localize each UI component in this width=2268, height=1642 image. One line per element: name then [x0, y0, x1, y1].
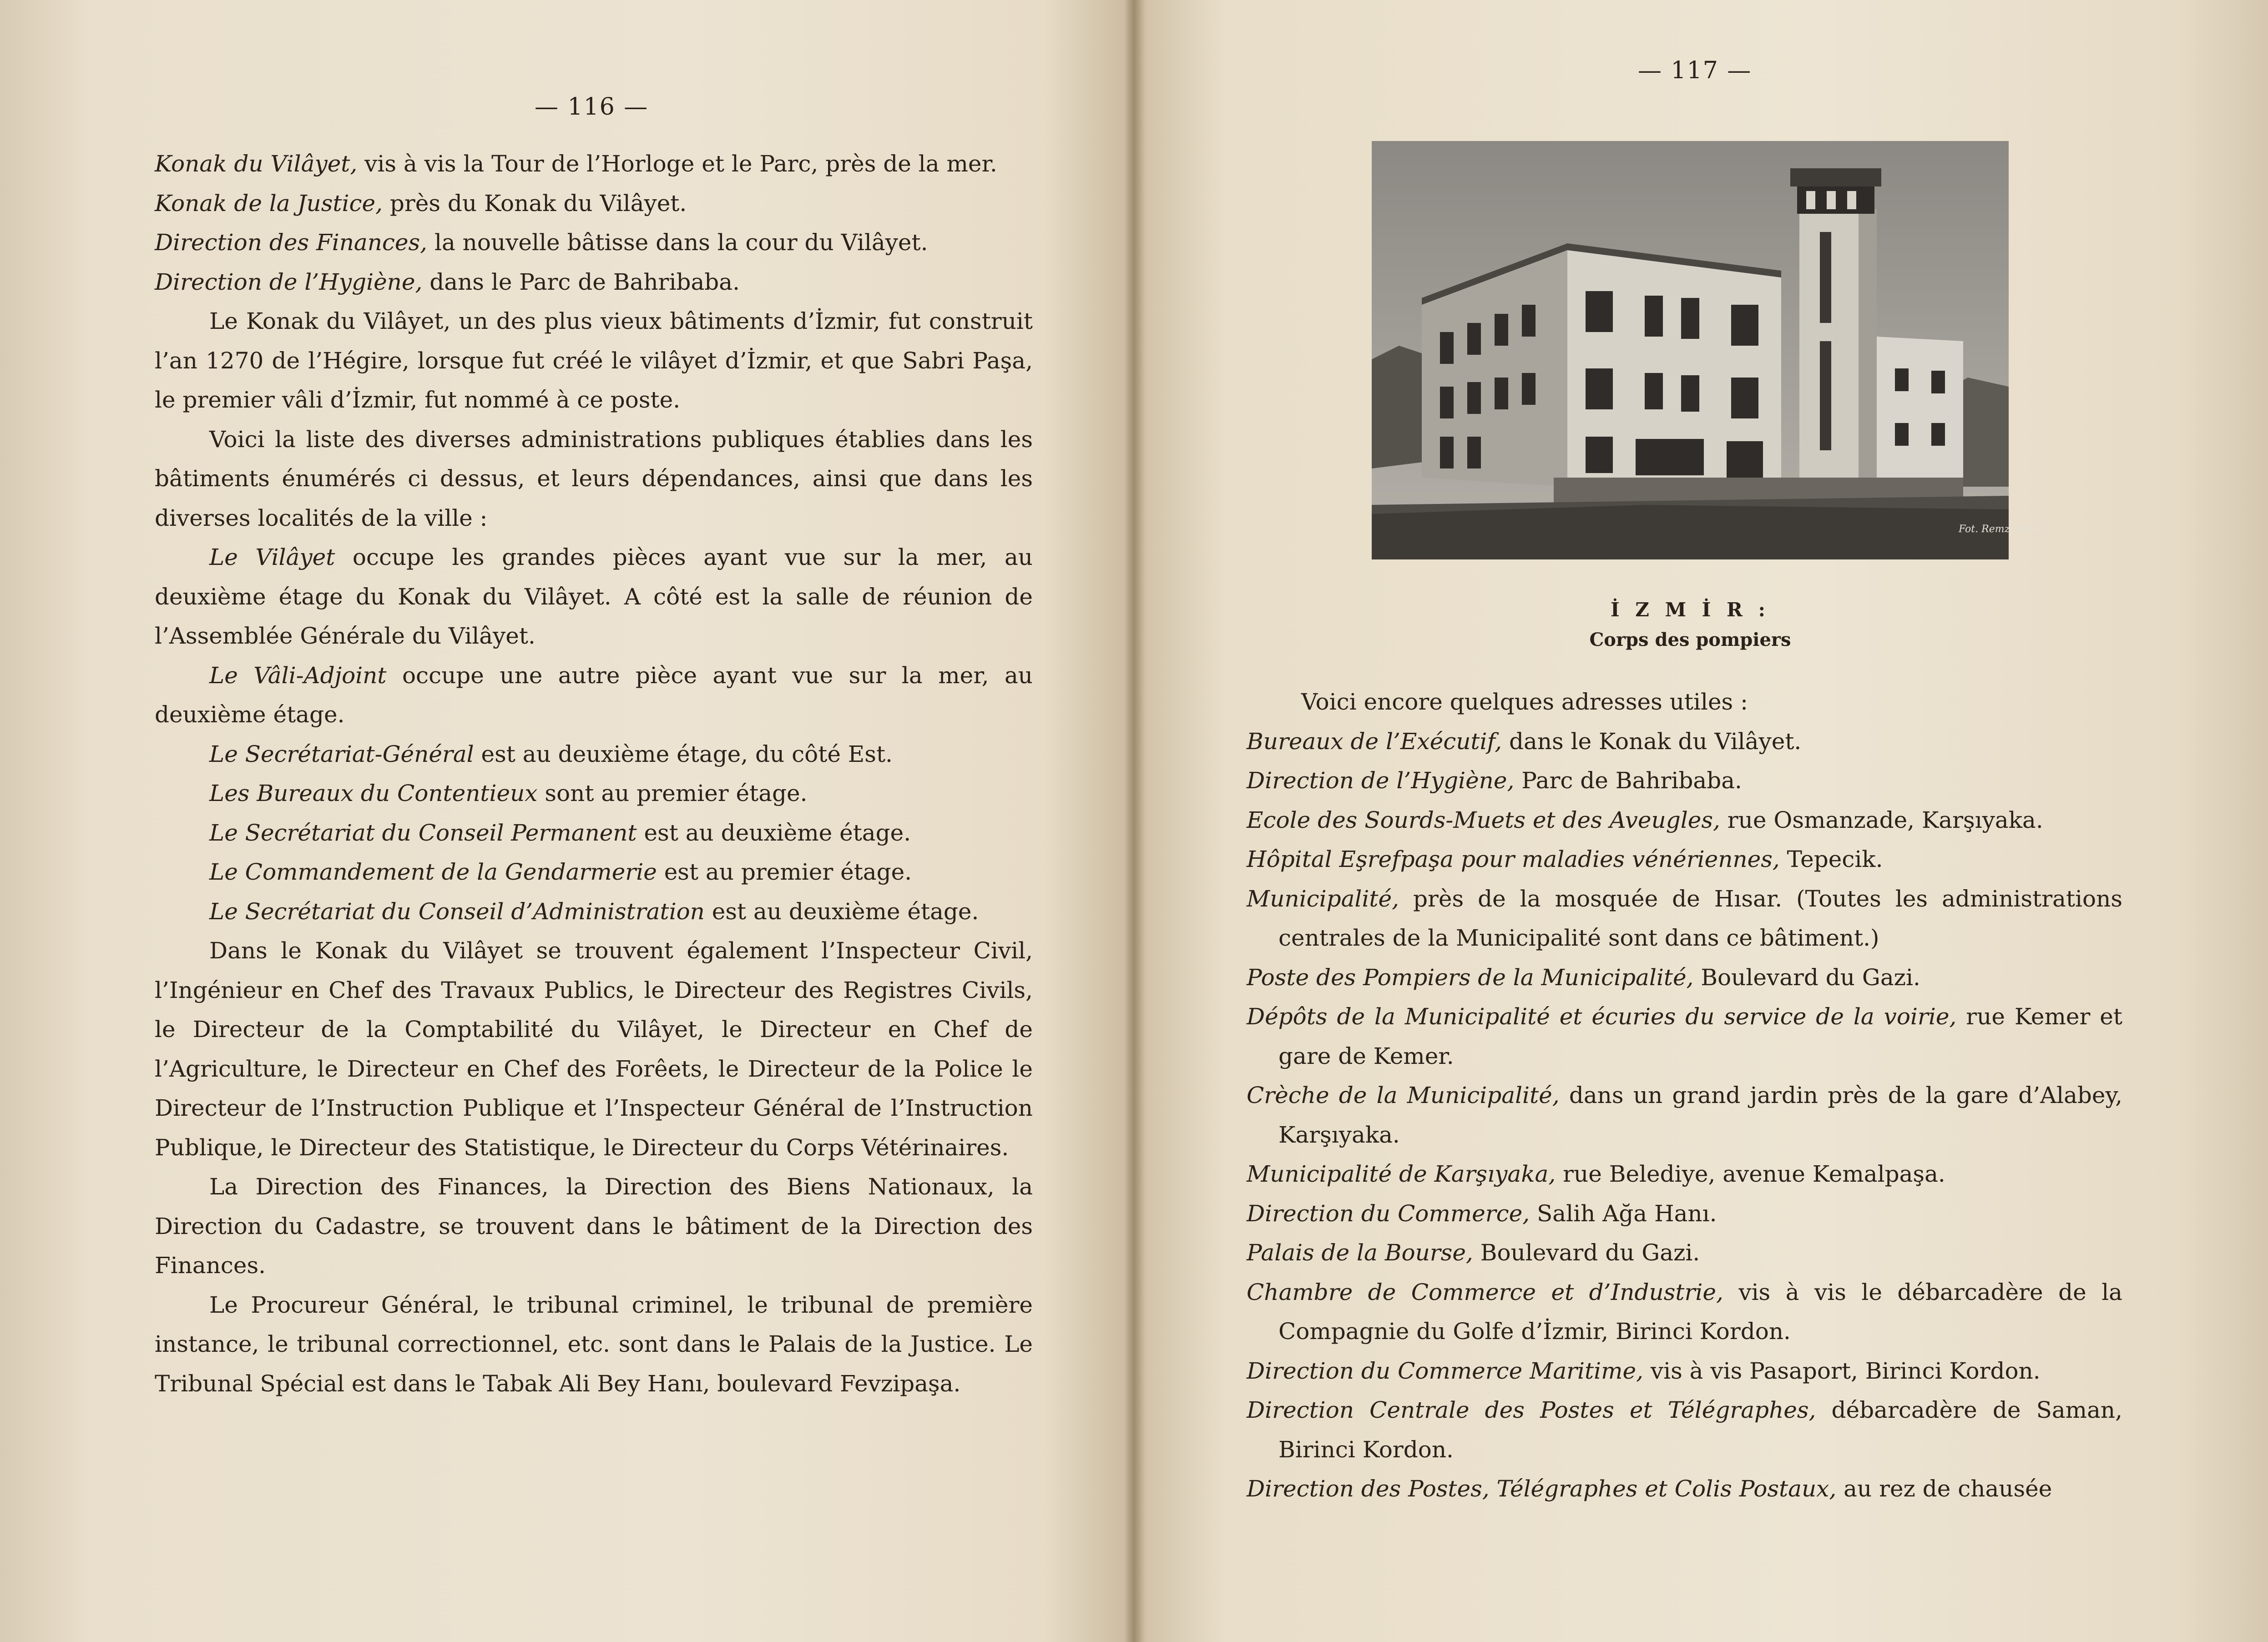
address-entry: Poste des Pompiers de la Municipalité, Boulevard du Gazi.: [1247, 964, 1920, 991]
page-number-right: — 117 —: [1638, 57, 1752, 84]
address-entry: Direction des Postes, Télégraphes et Colis Postaux, au rez de chausée: [1247, 1476, 2052, 1502]
page-number-left: — 116 —: [535, 93, 649, 121]
address-entry: Direction du Commerce Maritime, vis à vis Pasaport, Birinci Kordon.: [1247, 1357, 2041, 1384]
address-entry: Palais de la Bourse, Boulevard du Gazi.: [1247, 1239, 1700, 1266]
address-entry: Municipalité de Karşıyaka, rue Belediye, avenue Kemalpaşa.: [1247, 1161, 1945, 1187]
paragraph: Le Commandement de la Gendarmerie est au premier étage.: [209, 859, 912, 885]
paragraph: Le Vilâyet occupe les grandes pièces ayant vue sur la mer, au deuxième étage du Konak du Vilâyet. A côté est la salle de réunion de l’Assemblée Générale du Vilâyet.: [155, 544, 1033, 649]
address-entry: Direction du Commerce, Salih Ağa Hanı.: [1247, 1200, 1717, 1227]
paragraph: Le Konak du Vilâyet, un des plus vieux bâtiments d’İzmir, fut construit l’an 1270 de l’Hégire, lorsque fut créé le vilâyet d’İzmir, et que Sabri Paşa, le premier vâli d’İzmir, fut nommé à ce poste.: [155, 308, 1033, 413]
paragraph: Konak de la Justice, près du Konak du Vilâyet.: [155, 190, 687, 217]
paragraph: Dans le Konak du Vilâyet se trouvent également l’Inspecteur Civil, l’Ingénieur en Chef des Travaux Publics, le Directeur des Registres Civils, le Directeur de la Comptabilité du Vilâyet, le Directeur en Chef de l’Agriculture, le Directeur en Chef des Forêets, le Directeur de la Police le Directeur de l’Instruction Publique et l’Inspecteur Général de l’Instruction Publique, le Directeur des Statistique, le Directeur du Corps Vétérinaires.: [155, 937, 1033, 1161]
intro-line: Voici encore quelques adresses utiles :: [1301, 689, 1748, 715]
address-entry: Dépôts de la Municipalité et écuries du service de la voirie, rue Kemer et gare de Kemer.: [1247, 1003, 2122, 1069]
right-page-text: [1247, 682, 2122, 1509]
paragraph: Le Vâli-Adjoint occupe une autre pièce ayant vue sur la mer, au deuxième étage.: [155, 662, 1033, 728]
building-illustration: [1372, 141, 2043, 559]
photo-caption-subtitle: Corps des pompiers: [1589, 629, 1791, 650]
paragraph: Le Secrétariat du Conseil Permanent est au deuxième étage.: [209, 819, 911, 846]
address-entry: Hôpital Eşrefpaşa pour maladies vénériennes, Tepecik.: [1247, 846, 1883, 872]
address-entry: Direction Centrale des Postes et Télégraphes, débarcadère de Saman, Birinci Kordon.: [1247, 1397, 2123, 1463]
paragraph: Le Secrétariat du Conseil d’Administration est au deuxième étage.: [209, 898, 979, 925]
paragraph: Les Bureaux du Contentieux sont au premier étage.: [209, 780, 808, 806]
address-entry: Ecole des Sourds-Muets et des Aveugles, rue Osmanzade, Karşıyaka.: [1247, 806, 2043, 833]
photo-inscription: Fot. Remzi İzmir: [1959, 524, 2043, 535]
paragraph: Le Procureur Général, le tribunal criminel, le tribunal de première instance, le tribunal correctionnel, etc. sont dans le Palais de la Justice. Le Tribunal Spécial est dans le Tabak Ali Bey Hanı, boulevard Fevzipaşa.: [155, 1291, 1033, 1397]
paragraph: Voici la liste des diverses administrations publiques établies dans les bâtiments énumérés ci dessus, et leurs dépendances, ainsi que dans les diverses localités de la ville :: [155, 426, 1033, 531]
address-entry: Municipalité, près de la mosquée de Hısar. (Toutes les administrations centrales de la Municipalité sont dans ce bâtiment.): [1247, 885, 2122, 951]
paragraph: Direction de l’Hygiène, dans le Parc de Bahribaba.: [155, 268, 740, 295]
book-gutter: [1124, 0, 1144, 1642]
left-page-text: [155, 144, 1033, 1403]
address-entry: Bureaux de l’Exécutif, dans le Konak du Vilâyet.: [1247, 728, 1802, 755]
paragraph: La Direction des Finances, la Direction des Biens Nationaux, la Direction du Cadastre, se trouvent dans le bâtiment de la Direction des Finances.: [155, 1174, 1033, 1279]
paragraph: Le Secrétariat-Général est au deuxième étage, du côté Est.: [209, 740, 893, 767]
fire-station-photo: [1372, 141, 2043, 559]
address-entry: Chambre de Commerce et d’Industrie, vis à vis le débarcadère de la Compagnie du Golfe d’İzmir, Birinci Kordon.: [1247, 1279, 2122, 1345]
paragraph: Direction des Finances, la nouvelle bâtisse dans la cour du Vilâyet.: [155, 229, 928, 256]
photo-caption-title: İ Z M İ R :: [1611, 599, 1770, 621]
address-entry: Direction de l’Hygiène, Parc de Bahribaba.: [1247, 767, 1742, 794]
address-entry: Crèche de la Municipalité, dans un grand jardin près de la gare d’Alabey, Karşıyaka.: [1247, 1082, 2122, 1148]
paragraph: Konak du Vilâyet, vis à vis la Tour de l’Horloge et le Parc, près de la mer.: [155, 151, 997, 177]
